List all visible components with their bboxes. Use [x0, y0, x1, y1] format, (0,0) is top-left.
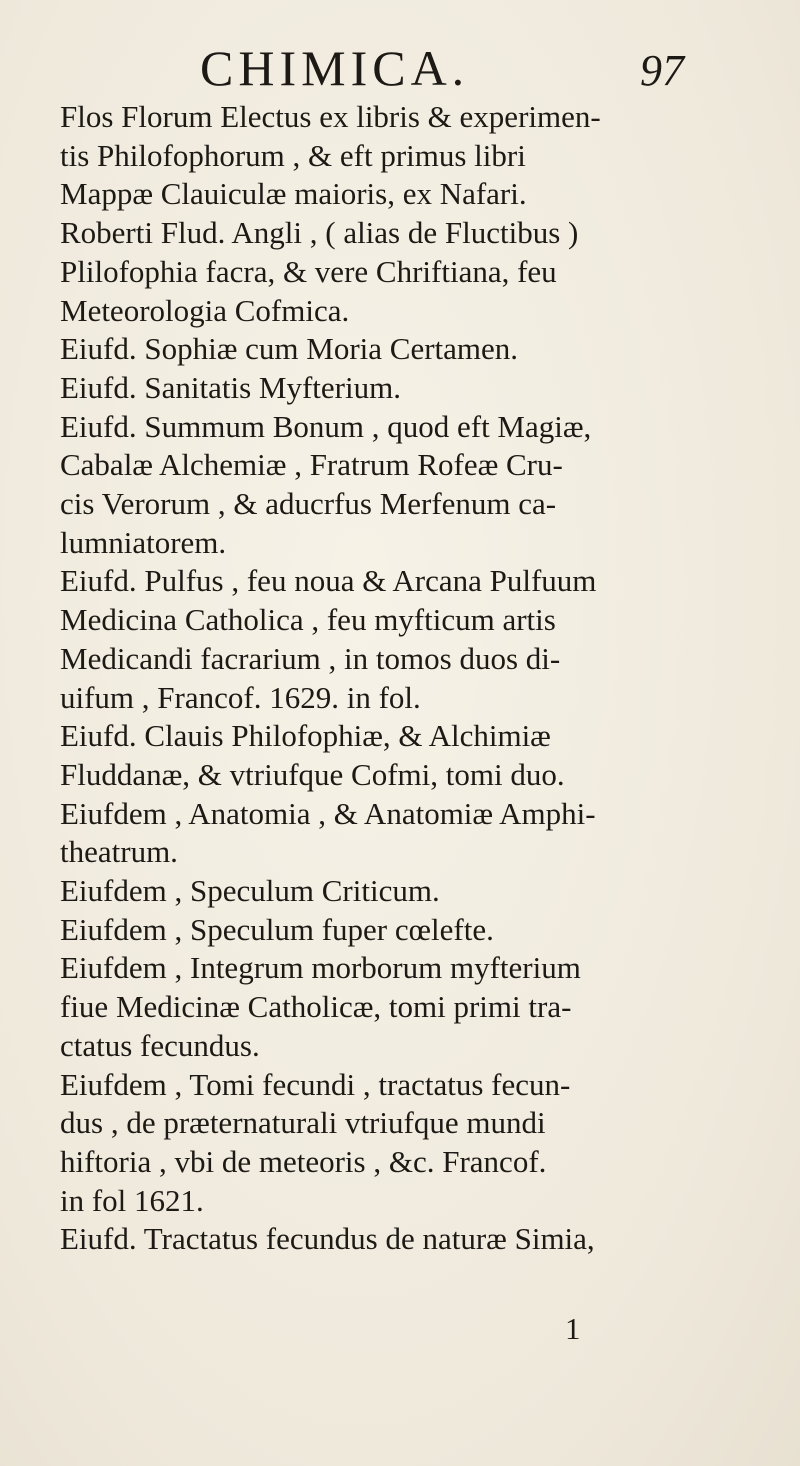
- entry-line: tis Philofophorum , & eft primus libri: [60, 137, 526, 173]
- entry-line: Mappæ Clauiculæ maioris, ex Nafari.: [60, 176, 527, 212]
- entry-line: Eiufdem , Tomi fecundi , tractatus fecun-: [60, 1066, 571, 1102]
- entry-line: in fol 1621.: [60, 1182, 204, 1218]
- entry-line: Plilofophia facra, & vere Chriftiana, feu: [60, 253, 557, 289]
- bibliography-entry: [0, 408, 791, 563]
- bibliography-list: [0, 98, 800, 1259]
- bibliography-entry: [0, 330, 791, 369]
- entry-line: Eiufd. Clauis Philofophiæ, & Alchimiæ: [60, 718, 551, 754]
- running-head: [0, 40, 800, 100]
- bibliography-entry: [0, 214, 791, 330]
- entry-line: Medicina Catholica , feu myfticum artis: [60, 602, 556, 638]
- entry-line: Eiufdem , Anatomia , & Anatomiæ Amphi-: [60, 795, 596, 831]
- bibliography-entry: [0, 911, 791, 950]
- bibliography-entry: [0, 717, 791, 794]
- entry-line: dus , de præternaturali vtriufque mundi: [60, 1105, 546, 1141]
- entry-line: Medicandi facrarium , in tomos duos di-: [60, 640, 561, 676]
- entry-line: Meteorologia Cofmica.: [60, 292, 350, 328]
- entry-line: Cabalæ Alchemiæ , Fratrum Rofeæ Cru-: [60, 447, 563, 483]
- entry-line: lumniatorem.: [60, 524, 227, 560]
- entry-line: Flos Florum Electus ex libris & experimen-: [60, 99, 601, 134]
- bibliography-entry: [0, 1220, 791, 1259]
- bibliography-entry: [0, 795, 791, 872]
- entry-line: Roberti Flud. Angli , ( alias de Fluctibus ): [60, 215, 579, 251]
- bibliography-entry: [0, 1066, 791, 1221]
- running-title: CHIMICA.: [200, 40, 470, 96]
- entry-line: ctatus fecundus.: [60, 1027, 260, 1063]
- entry-line: fiue Medicinæ Catholicæ, tomi primi tra-: [60, 989, 572, 1025]
- entry-line: Eiufd. Summum Bonum , quod eft Magiæ,: [60, 408, 592, 444]
- entry-line: uifum , Francof. 1629. in fol.: [60, 679, 421, 715]
- entry-line: Eiufd. Pulfus , feu noua & Arcana Pulfuum: [60, 563, 597, 599]
- entry-line: cis Verorum , & aducrfus Merfenum ca-: [60, 486, 557, 522]
- entry-line: Fluddanæ, & vtriufque Cofmi, tomi duo.: [60, 756, 565, 792]
- entry-line: Eiufd. Sophiæ cum Moria Certamen.: [60, 331, 519, 367]
- bibliography-entry: [0, 872, 791, 911]
- entry-line: Eiufdem , Speculum fuper cœlefte.: [60, 911, 494, 947]
- entry-line: Eiufdem , Integrum morborum myfterium: [60, 950, 581, 986]
- entry-line: Eiufdem , Speculum Criticum.: [60, 873, 440, 909]
- catchword: 1: [565, 1311, 581, 1346]
- bibliography-entry: [0, 369, 791, 408]
- entry-line: Eiufd. Tractatus fecundus de naturæ Simia,: [60, 1221, 595, 1257]
- entry-line: theatrum.: [60, 834, 178, 870]
- entry-line: Eiufd. Sanitatis Myfterium.: [60, 369, 401, 405]
- entry-line: hiftoria , vbi de meteoris , &c. Francof.: [60, 1143, 547, 1179]
- bibliography-entry: [0, 949, 791, 1065]
- bibliography-entry: [0, 98, 791, 214]
- page-number: 97: [640, 46, 684, 95]
- bibliography-entry: [0, 562, 791, 717]
